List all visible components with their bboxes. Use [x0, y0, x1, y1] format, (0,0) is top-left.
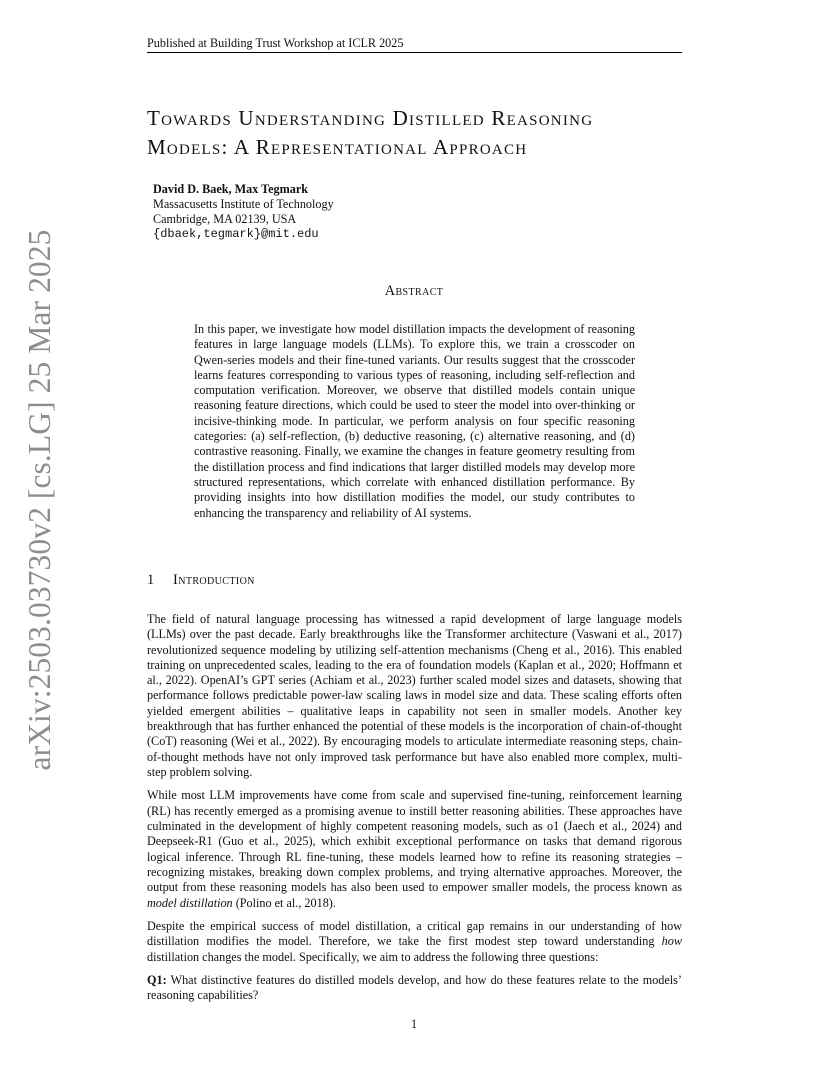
title-line-1: Towards Understanding Distilled Reasoning: [147, 106, 594, 130]
section-heading: [147, 572, 682, 589]
author-block: [153, 182, 553, 242]
question-1-label: Q1:: [147, 973, 167, 988]
paragraph-3-emphasis: how: [661, 934, 682, 949]
header-rule: [147, 52, 682, 53]
page-number: 1: [410, 1017, 418, 1031]
paragraph-2-emphasis: model distillation: [147, 895, 233, 910]
author-affiliation: Massacusetts Institute of Technology: [153, 197, 334, 211]
section-number: 1: [147, 572, 155, 588]
abstract-heading: Abstract: [384, 283, 444, 299]
author-email: {dbaek,tegmark}@mit.edu: [153, 227, 319, 241]
author-address: Cambridge, MA 02139, USA: [153, 212, 297, 226]
arxiv-side-stamp: arXiv:2503.03730v2 [cs.LG] 25 Mar 2025: [22, 229, 57, 771]
question-1-text: What distinctive features do distilled models develop, and how do these features relate to the models’ reasoning capabilities?: [147, 973, 682, 1003]
paragraph-2-tail: (Polino et al., 2018).: [232, 895, 336, 910]
question-1: [147, 973, 682, 1004]
paragraph-1: The field of natural language processing has witnessed a rapid development of large language models (LLMs) over the past decade. Early breakthroughs like the Transformer architecture (Vaswani et al., 2017) revolutionized sequence modeling by utilizing self-attention mechanisms (Cheng et al., 2016). This enabled training on unprecedented scales, leading to the era of foundation models (Kaplan et al., 2020; Hoffmann et al., 2022). OpenAI’s GPT series (Achiam et al., 2023) further scaled model sizes and datasets, showing that performance follows predictable power-law scaling laws in model size and data. These scaling efforts often yielded emergent abilities – qualitative leaps in capability not seen in smaller models. Another key breakthrough that has further enhanced the potential of these models is the incorporation of chain-of-thought (CoT) reasoning (Wei et al., 2022). By encouraging models to articulate intermediate reasoning steps, chain-of-thought methods have not only improved task performance but have also enabled more complex, multi-step problem solving.: [147, 612, 682, 779]
paragraph-3-text: Despite the empirical success of model distillation, a critical gap remains in our understanding of how distillation modifies the model. Therefore, we take the first modest step toward understanding: [147, 919, 682, 949]
running-header: Published at Building Trust Workshop at ICLR 2025: [147, 36, 404, 50]
author-names: David D. Baek, Max Tegmark: [153, 182, 309, 196]
paper-title: [147, 104, 707, 162]
paragraph-3-tail: distillation changes the model. Specifically, we aim to address the following three questions:: [147, 949, 599, 964]
paragraph-3: [147, 919, 682, 965]
paragraph-2: [147, 788, 682, 910]
body-text: [147, 612, 682, 1012]
paragraph-2-text: While most LLM improvements have come from scale and supervised fine-tuning, reinforcement learning (RL) has recently emerged as a promising avenue to instill better reasoning abilities. These approaches have culminated in the development of highly competent reasoning models, such as o1 (Jaech et al., 2024) and Deepseek-R1 (Guo et al., 2025), which exhibit exceptional performance on tasks that demand rigorous logical inference. Through RL fine-tuning, these models learned how to refine its reasoning strategies – recognizing mistakes, breaking down complex problems, and trying alternative approaches. Moreover, the output from these reasoning models has also been used to empower smaller models, the process known as: [147, 788, 682, 895]
abstract-text: In this paper, we investigate how model distillation impacts the development of reasoning features in large language models (LLMs). To explore this, we train a crosscoder on Qwen-series models and their fine-tuned variants. Our results suggest that the crosscoder learns features corresponding to various types of reasoning, including self-reflection and computation verification. Moreover, we observe that distilled models contain unique reasoning feature directions, which could be used to steer the model into over-thinking or incisive-thinking mode. In particular, we perform analysis on four specific reasoning categories: (a) self-reflection, (b) deductive reasoning, (c) alternative reasoning, and (d) contrastive reasoning. Finally, we examine the changes in feature geometry resulting from the distillation process and find indications that larger distilled models may develop more structured representations, which correlate with enhanced distillation performance. By providing insights into how distillation modifies the model, our study contributes to enhancing the transparency and reliability of AI systems.: [194, 322, 635, 520]
section-title: Introduction: [173, 572, 255, 588]
title-line-2: Models: A Representational Approach: [147, 135, 528, 159]
